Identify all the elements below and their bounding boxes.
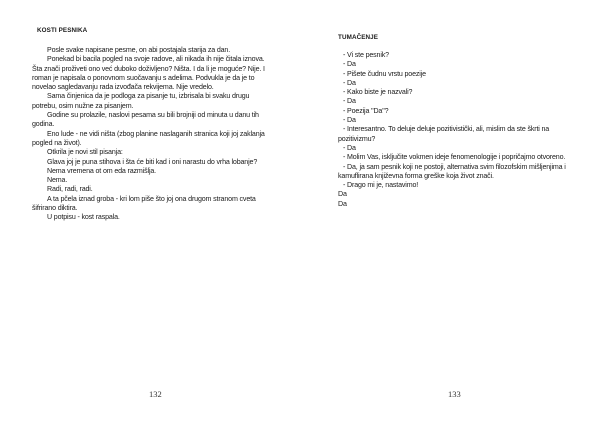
paragraph: - Molim Vas, isključite vokmen ideje fenomenologije i popričajmo otvoreno. — [343, 153, 566, 162]
paragraph: - Da — [343, 60, 356, 69]
paragraph: Da — [338, 190, 347, 199]
poem-title: TUMAČENJE — [338, 34, 379, 41]
paragraph: - Vi ste pesnik? — [343, 51, 389, 59]
paragraph: U potpisu - kost raspala. — [47, 213, 120, 222]
paragraph: - Da — [343, 116, 356, 125]
paragraph: Otkrila je novi stil pisanja: — [47, 148, 123, 157]
page-number: 132 — [149, 389, 162, 399]
right-page — [300, 0, 600, 428]
paragraph: Radi, radi, radi. — [47, 185, 93, 194]
paragraph: Glava joj je puna stihova i šta će biti kad i oni narastu do vrha lobanje? — [47, 157, 258, 166]
paragraph: Sama činjenica da je podloga za pisanje tu, izbrisala bi svaku drugu potrebu, osim nužne za pisanjem. — [32, 92, 250, 110]
paragraph: - Da — [343, 143, 356, 152]
paragraph: - Da, ja sam pesnik koji ne postoji, alternativa svim filozofskim mišljenjima i kamuflirana književna forma greške koja život znači. — [338, 162, 566, 180]
paragraph: A ta pčela iznad groba - kri lom piše što joj ona drugom stranom cveta šifrirano diktira. — [32, 194, 256, 213]
paragraph: - Interesantno. To deluje deluje pozitivistički, ali, mislim da ste škrti na pozitivizmu? — [338, 125, 550, 143]
paragraph: - Da — [343, 78, 356, 87]
paragraph: Da — [338, 199, 347, 208]
paragraph: - Pišete čudnu vrstu poezije — [343, 69, 426, 78]
page-number: 133 — [448, 389, 461, 399]
poem-body — [32, 46, 272, 223]
paragraph: Nema. — [47, 176, 68, 185]
paragraph: - Poezija "Da"? — [343, 106, 389, 115]
paragraph: Posle svake napisane pesme, on abi postajala starija za dan. — [47, 46, 231, 54]
paragraph: Nema vremena ot om eda razmišlja. — [47, 166, 156, 175]
paragraph: - Drago mi je, nastavimo! — [343, 181, 419, 190]
poem-title: KOSTI PESNIKA — [37, 27, 88, 34]
paragraph: Eno lude - ne vidi ništa (zbog planine naslaganih stranica koji joj zaklanja pogled na život). — [32, 129, 265, 147]
paragraph: Godine su prolazile, naslovi pesama su bili brojniji od minuta u danu tih godina. — [32, 111, 259, 129]
paragraph: Ponekad bi bacila pogled na svoje radove, ali nikada ih nije čitala iznova. Šta znači proživeti ono već duboko doživljeno? Ništa. I da li je moguće? Nije. I roman je napisala o ponovnom suočavanju s adelima. Podvukla je da je to novelao sagledavanju rada izvođača rekvijema. Nije vredelo. — [32, 55, 265, 92]
paragraph: - Da — [343, 97, 356, 106]
poem-body — [338, 51, 583, 209]
paragraph: - Kako biste je nazvali? — [343, 88, 413, 97]
